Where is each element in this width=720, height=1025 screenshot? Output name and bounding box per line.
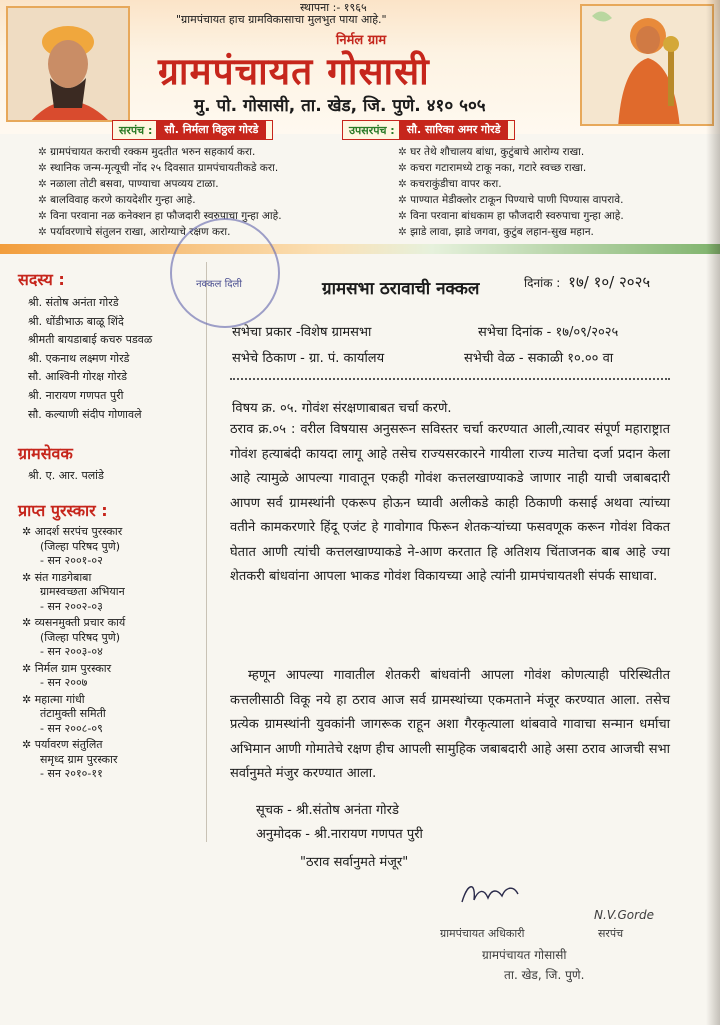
portrait-right-image [580,4,714,126]
nirmal-gram-text: निर्मल ग्राम [336,33,387,48]
office-bearers-bar [112,120,596,142]
resolution-paragraph-2: म्हणून आपल्या गावातील शेतकरी बांधवांनी आपला गोवंश कोणत्याही परिस्थितीत कत्तलीसाठी विकू नये हा ठराव आज सर्व ग्रामस्थांच्या एकमताने मंजूर करण्यात आला. तसेच प्रत्येक ग्रामस्थांनी युवकांनी जागरूक राहून अशा गैरकृत्याला थांबवावे गावाचा सन्मान धर्माचा अभिमान आणी गोमातेचे रक्षण हीच आपली सामुहिक जबाबदारी आहे असा ठराव आजची सभा सर्वानुमते मंजुर करण्यात आला. [230,668,670,781]
address-line: मु. पो. गोसासी, ता. खेड, जि. पुणे. ४१० ५०५ [194,96,486,116]
round-seal-stamp [170,218,280,328]
sidebar [18,268,200,784]
gramsevak-name: श्री. ए. आर. पलांडे [28,469,104,483]
award-subtitle: तंटामुक्ती समिती [40,707,106,721]
document-date [524,272,650,292]
award-item [18,738,200,782]
award-title: ✲ महात्मा गांधी [22,693,200,708]
award-year: - सन २००२-०३ [40,599,103,613]
letterhead-header [0,0,720,137]
award-year: - सन २०१०-११ [40,767,103,781]
slogan-item: ✲ पर्यावरणाचे संतुलन राखा, आरोग्याचे रक्षण करा. [38,224,282,240]
upsarpanch-pill [342,120,515,140]
award-year: - सन २००३-०४ [40,645,103,659]
slogan-item: ✲ कचरा गटारामध्ये टाकू नका, गटारे स्वच्छ राखा. [398,160,624,176]
member-name: सौ. कल्याणी संदीप गोणावले [28,407,142,421]
award-subtitle: (जिल्हा परिषद पुणे) [40,630,121,644]
date-value: १७/ १०/ २०२५ [568,273,651,291]
seconder-line: अनुमोदक - श्री.नारायण गणपत पुरी [256,827,423,842]
upsarpanch-label: उपसरपंच : [349,123,395,137]
portrait-left-image [6,6,130,122]
award-subtitle: (जिल्हा परिषद पुणे) [40,539,121,553]
award-item [18,525,200,569]
slogan-item: ✲ पाण्यात मेडीक्लोर टाकून पिण्याचे पाणी पिण्यास वापरावे. [398,192,624,208]
meeting-date: सभेचा दिनांक - १७/०९/२०२५ [478,325,619,340]
dotted-separator [230,378,670,380]
slogan-item: ✲ नळाला तोटी बसवा, पाण्याचा अपव्यय टाळा. [38,176,282,192]
award-title: ✲ संत गाडगेबाबा [22,571,200,586]
meeting-time: सभेची वेळ - सकाळी १०.०० वा [464,351,614,366]
document-title: ग्रामसभा ठरावाची नक्कल [322,279,480,299]
gramsevak-title: ग्रामसेवक [18,444,73,464]
award-item [18,571,200,615]
upsarpanch-name: सौ. सारिका अमर गोरडे [399,121,509,139]
slogan-item: ✲ घर तेथे शौचालय बांधा, कुटुंबाचे आरोग्य राखा. [398,144,624,160]
meeting-place: सभेचे ठिकाण - ग्रा. पं. कार्यालय [232,351,385,366]
slogan-item: ✲ स्थानिक जन्म-मृत्यूची नोंद २५ दिवसात ग्रामपंचायतीकडे करा. [38,160,282,176]
motto-text: "ग्रामपंचायत हाच ग्रामविकासाचा मुलभुत पाया आहे." [176,13,387,26]
sarpanch-title: सरपंच [598,927,624,940]
copy-issued-stamp: नक्कल दिली [196,279,242,290]
gramsevak-section [18,442,200,483]
slogan-item: ✲ कचराकुंडीचा वापर करा. [398,176,624,192]
established-text: स्थापना :- १९६५ [300,1,367,14]
tricolor-divider [0,244,720,254]
slogan-item: ✲ ग्रामपंचायत कराची रक्कम मुदतीत भरुन सहकार्य करा. [38,144,282,160]
member-name: श्री. धोंडीभाऊ बाळू शिंदे [28,314,124,328]
award-item [18,693,200,737]
page-edge-shadow [706,0,720,1025]
award-subtitle: ग्रामस्वच्छता अभियान [40,585,125,599]
slogan-item: ✲ विना परवाना नळ कनेक्शन हा फौजदारी स्वरुपाचा गुन्हा आहे. [38,208,282,224]
award-title: ✲ पर्यावरण संतुलित [22,738,200,753]
awards-title: प्राप्त पुरस्कार : [18,501,108,521]
sarpanch-label: सरपंच : [119,123,153,137]
award-title: ✲ निर्मल ग्राम पुरस्कार [22,662,200,677]
award-title: ✲ आदर्श सरपंच पुरस्कार [22,525,200,540]
award-item [18,662,200,691]
sarpanch-handwritten-sign: N.V.Gorde [594,908,655,922]
resolution-paragraph: ठराव क्र.०५ : वरील विषयास अनुसरून सविस्तर चर्चा करण्यात आली,त्यावर संपूर्ण महाराष्ट्रात गोवंश हत्याबंदी कायदा लागू आहे तसेच राज्यसरकारने गायीला राज्य मातेचा दर्जा प्रदान केला आहे त्यामुळे आपल्या गावातून एकही गोवंश कत्तलखाण्याकडे जाणार नाही याची जबाबदारी आपण सर्व ग्रामस्थांनी एकरूप होऊन घ्यावी अलीकडे काही ठिकाणी कसाई अथवा त्यांच्या वतीने कामकरणारे हिंदू एजंट हे गावोगाव फिरून शेतकऱ्यांच्या फसवणूक करून गोवंश विकत घेतात आणी त्यांची कत्तलखाण्याकडे ने-आण करतात हि अतिशय चिंताजनक बाब आहे ज्या शेतकरी बांधवांना आपला भाकड गोवंश विकायच्या आहे त्यांनी ग्रामपंचायतशी संपर्क साधावा. [230,422,670,584]
awards-section [18,499,200,782]
meeting-type: सभेचा प्रकार -विशेष ग्रामसभा [232,325,372,340]
office-location: ता. खेड, जि. पुणे. [504,968,585,982]
approved-line: "ठराव सर्वानुमते मंजूर" [300,855,409,870]
sarpanch-name: सौ. निर्मला विठ्ठल गोरडे [156,121,266,139]
award-year: - सन २००१-०२ [40,554,103,568]
award-year: - सन २००७ [40,676,88,690]
sarpanch-pill [112,120,273,140]
slogans-right [398,144,624,240]
member-name: सौ. आश्विनी गोरक्ष गोरडे [28,370,127,384]
date-label: दिनांक : [524,276,561,290]
subject-line: विषय क्र. ०५. गोवंश संरक्षणाबाबत चर्चा करणे. [232,401,452,416]
gram-panchayat-name: ग्रामपंचायत गोसासी [158,49,430,93]
member-name: श्रीमती बायडाबाई कचरु पडवळ [28,333,153,347]
slogan-item: ✲ झाडे लावा, झाडे जगवा, कुटुंब लहान-सुख महान. [398,224,624,240]
members-title: सदस्य : [18,270,65,289]
slogan-item: ✲ बालविवाह करणे कायदेशीर गुन्हा आहे. [38,192,282,208]
award-subtitle: समृध्द ग्राम पुरस्कार [40,752,118,766]
officer-signature [458,880,522,910]
member-name: श्री. एकनाथ लक्ष्मण गोरडे [28,351,130,365]
member-name: श्री. नारायण गणपत पुरी [28,388,124,402]
proposer-line: सूचक - श्री.संतोष अनंता गोरडे [256,803,399,818]
office-name: ग्रामपंचायत गोसासी [482,948,567,962]
award-title: ✲ व्यसनमुक्ती प्रचार कार्य [22,616,200,631]
slogan-item: ✲ विना परवाना बांधकाम हा फौजदारी स्वरुपाचा गुन्हा आहे. [398,208,624,224]
sidebar-divider [206,262,207,842]
member-name: श्री. संतोष अनंता गोरडे [28,296,119,309]
award-item [18,616,200,660]
officer-title: ग्रामपंचायत अधिकारी [440,927,525,940]
award-year: - सन २००८-०९ [40,721,103,735]
